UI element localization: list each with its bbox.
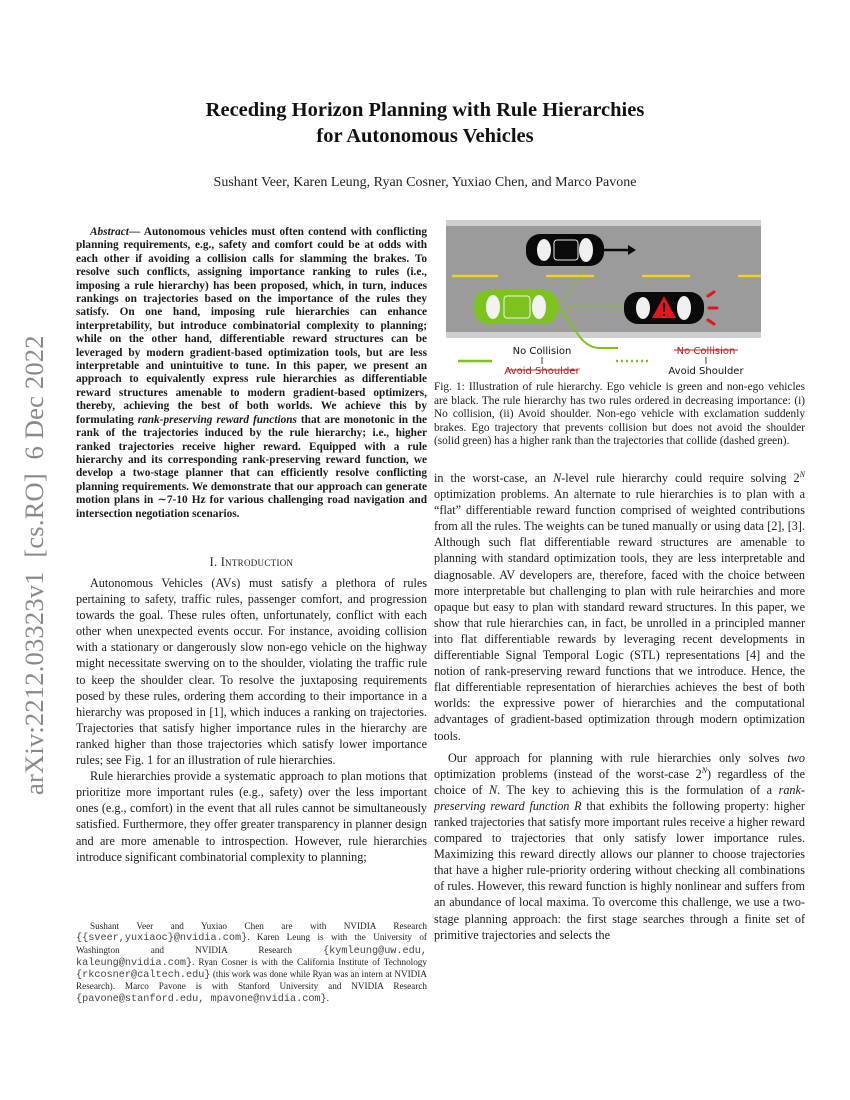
abstract-dash: — [128,226,141,238]
caption-text: Fig. 1: Illustration of rule hierarchy. Ego vehicle is green and non-ego vehicles are black. The rule hierarchy has two rules ordered in decreasing importance: (i) No collision, (ii) Avoid shoulder. Non-ego vehicle with exclamation suddenly brakes. Ego trajectory that prevents collision but does not avoid the shoulder (solid green) has a higher rank than the trajectories that collide (dashed green). [434,381,805,448]
email-link[interactable]: {pavone@stanford.edu, mpavone@nvidia.com} [76,993,327,1005]
introduction-right-column [434,470,805,943]
footnote-text: . Karen Leung is with the University of Washington and NVIDIA Research [76,932,427,955]
paper-title-line-1: Receding Horizon Planning with Rule Hierarchies [205,99,645,121]
abstract-emphasis: rank-preserving reward functions [137,413,297,426]
footnote-text: (this work was done while Ryan was an intern at NVIDIA Research). Marco Pavone is with Stanford University and NVIDIA Research [76,969,427,992]
figure-1-caption [434,381,805,449]
abstract-text-2: that are monotonic in the rank of the trajectories induced by the rule hierarchy; i.e., higher ranked trajectories receive higher reward. Equipped with a rule hierarchy and its corresponding rank-preserving reward function, we develop a two-stage planner that can efficiently resolve conflicting planning requirements. We demonstrate that our approach can generate motion plans in ∼7-10 Hz for various challenging road navigation and intersection negotiation scenarios. [76,413,428,520]
road-scene-diagram [446,218,806,380]
affiliation-footnote [76,921,427,1005]
arxiv-identifier-stamp: arXiv:2212.03323v1 [cs.RO] 6 Dec 2022 [19,335,49,795]
legend-dotted-rule-1: No Collision [676,346,736,357]
footnote-text: . [326,992,329,1003]
footnote-text: . Ryan Cosner is with the California Institute of Technology [192,956,427,967]
email-link[interactable]: {kymleung@uw.edu, kaleung@nvidia.com} [76,945,427,969]
author-list: Sushant Veer, Karen Leung, Ryan Cosner, Yuxiao Chen, and Marco Pavone [213,175,637,190]
intro-paragraph-2: Rule hierarchies provide a systematic approach to plan motions that prioritize more important rules (e.g., safety) over the less important ones (e.g., comfort) in the event that all rules cannot be simultaneously satisfied. Furthermore, they offer greater transparency in planner design and are more amenable to introspection. However, rule hierarchies introduce significant combinatorial complexity to planning; [76,769,427,864]
abstract-label: Abstract [90,226,129,238]
footnote-text: Sushant Veer and Yuxiao Chen are with NVIDIA Research [90,921,427,931]
abstract [76,226,427,521]
section-number: I. [209,555,221,569]
email-link[interactable]: {{sveer,yuxiaoc}@nvidia.com} [76,933,248,945]
figure-1-rule-hierarchy-illustration [446,218,806,380]
intro-paragraph-3: in the worst-case, an N-level rule hierarchy could require solving $2^N$ optimization problems. An alternate to rule hierarchies is to plan with a “flat” differentiable reward function comprised of weighted contributions from all the rules. The weights can be tuned manually or using data [2], [3]. Although such flat differentiable reward structures are amenable to planning with standard optimization tools, they are less interpretable and diagnosable. AV developers are, therefore, faced with the choice between more interpretable but challenging to plan with rule heirarchies and more opaque but easy to plan with standard reward structures. In this paper, we show that rule hierarchies can, in fact, be unrolled in a principled manner into flat differentiable rewards by leveraging recent developments in differentiable Signal Temporal Logic (STL) representations [4] and the notion of rank-preserving reward functions that we introduce. Hence, the flat differentiable representation of hierarchies achieves the best of both worlds: the expressive power of hierarchies and the computational advantages of gradient-based optimization through modern optimization tools. [434,470,805,743]
section-title: Introduction [220,555,294,569]
paper-title [100,97,750,149]
introduction-left-column [76,575,427,865]
email-link[interactable]: {rkcosner@caltech.edu} [76,970,211,982]
legend-solid-rule-2: Avoid Shoulder [504,366,580,377]
ego-car-green [474,290,558,324]
intro-paragraph-4: Our approach for planning with rule hierarchies only solves two optimization problems (instead of the worst-case $2^N$) regardless of the choice of N. The key to achieving this is the formulation of a rank-preserving reward function R that exhibits the following property: higher ranked trajectories that satisfy more important rules receive a higher reward compared to trajectories that only satisfy lower importance rules. Maximizing this reward directly allows our planner to choose trajectories that have a higher rule-priority ordering without checking all combinations of rules. However, this reward function is highly nonlinear and suffers from an abundance of local maxima. To overcome this challenge, we use a two-stage planning approach: the first stage searches through a finite set of primitive trajectories and selects the [434,750,805,942]
abstract-text-1: Autonomous vehicles must often contend with conflicting planning requirements, e.g., safety and comfort could be at odds with each other if avoiding a collision calls for slamming the brakes. To resolve such conflicts, assigning importance ranking to rules (i.e., imposing a rule hierarchy) has been proposed, which, in turn, induces rankings on trajectories based on the importance of the rules they satisfy. On one hand, imposing rule hierarchies can enhance interpretability, but introduce combinatorial complexity to planning; while on the other hand, differentiable reward structures can be leveraged by modern gradient-based optimization tools, but are less interpretable and unintuitive to tune. In this paper, we present an approach to equivalently express rule hierarchies as differentiable reward structures amenable to modern gradient-based optimizers, thereby, achieving the best of both worlds. We achieve this by formulating [76,226,427,426]
section-heading-introduction [76,554,427,570]
legend-solid-rule-1: No Collision [512,346,572,357]
legend-dotted-rule-2: Avoid Shoulder [668,366,744,377]
paper-title-line-2: for Autonomous Vehicles [316,125,534,147]
intro-paragraph-1: Autonomous Vehicles (AVs) must satisfy a plethora of rules pertaining to safety, traffic rules, passenger comfort, and progression towards the goal. These rules often, unfortunately, conflict with each other when unexpected events occur. For instance, avoiding collision with a stationary or dangerously slow non-ego vehicle on the highway might necessitate swerving on to the shoulder, violating the traffic rule to keep the shoulder clear. To resolve the juxtaposing requirements posed by these rules, ordering them according to their importance in a hierarchy was proposed in [1], which induces a ranking on trajectories. Trajectories that satisfy higher importance rules in the hierarchy are ranked higher than those trajectories which satisfy lower importance rules; see Fig. 1 for an illustration of rule hierarchies. [76,576,427,768]
